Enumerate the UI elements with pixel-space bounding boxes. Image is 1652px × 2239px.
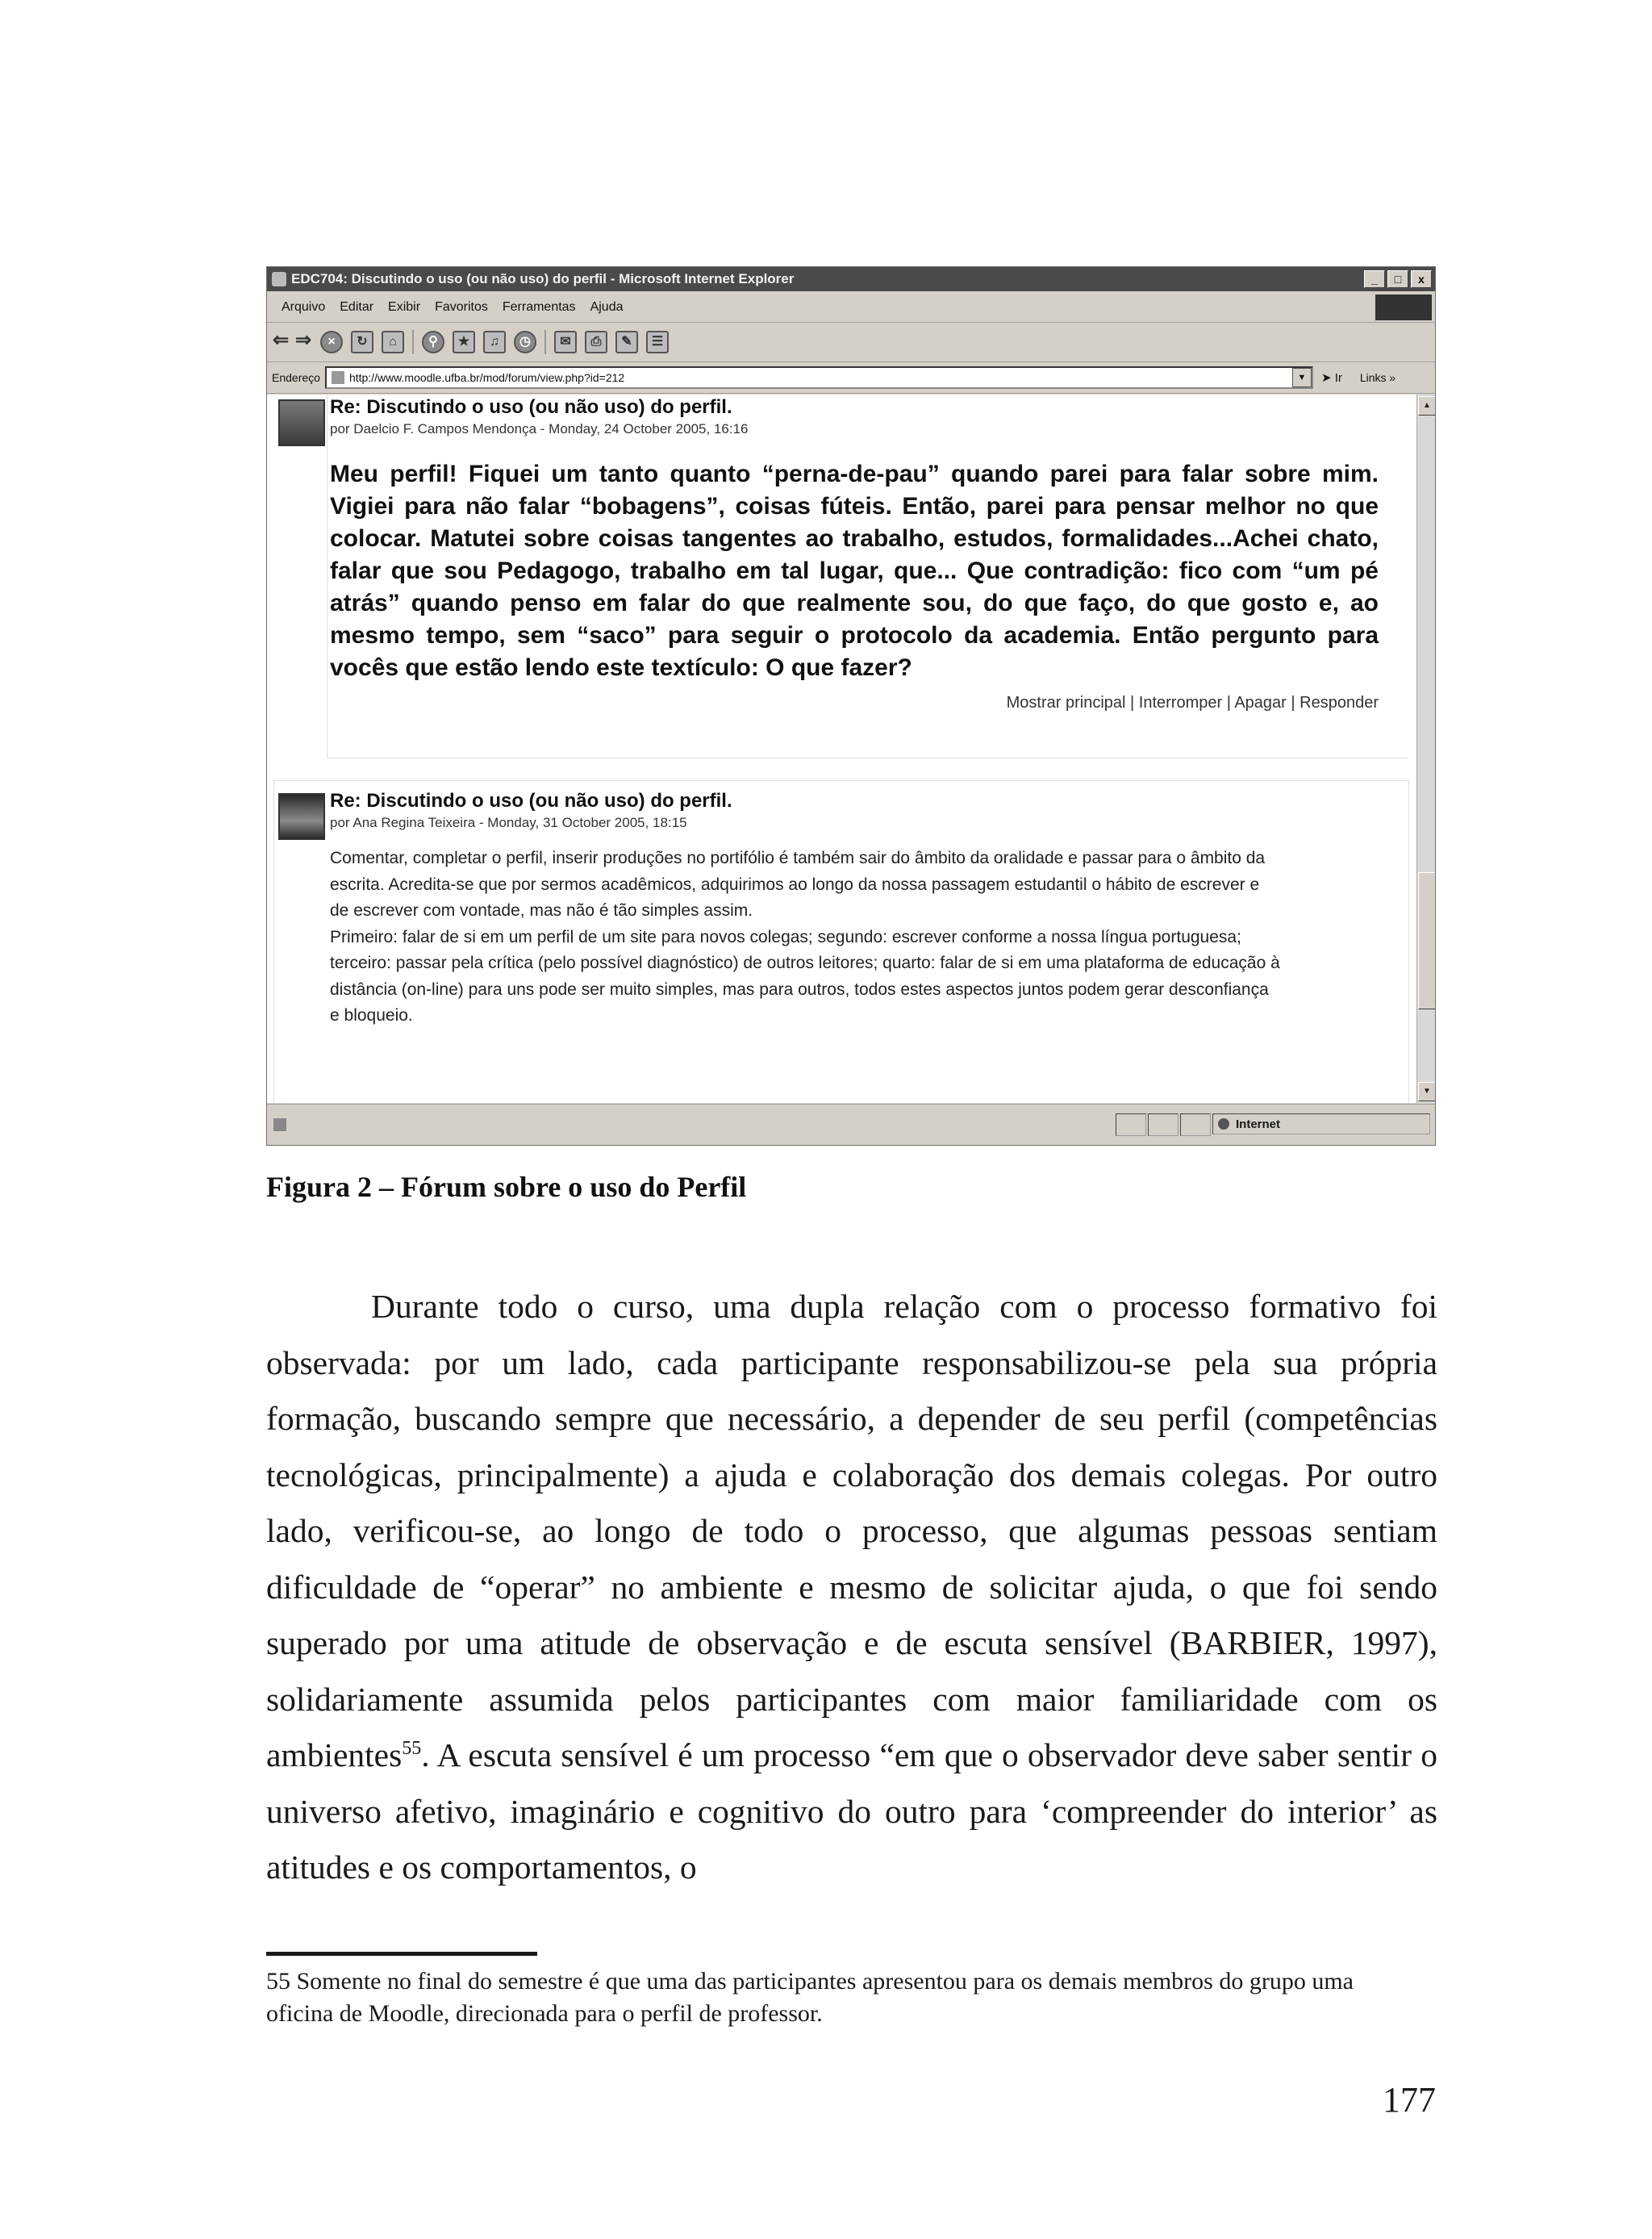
discuss-icon[interactable]: ☰ xyxy=(646,331,669,353)
minimize-button[interactable]: _ xyxy=(1364,270,1385,288)
windows-logo-icon xyxy=(1375,294,1432,320)
page-content xyxy=(267,395,1416,1103)
address-input[interactable] xyxy=(325,366,1313,389)
mail-icon[interactable]: ✉ xyxy=(554,331,577,353)
post-body: Meu perfil! Fiquei um tanto quanto “perna-de-pau” quando parei para falar sobre mim. Vigiei para não falar “bobagens”, coisas fúteis. Então, parei para pensar melhor no que colocar. Matutei sobre coisas tangentes ao trabalho, estudos, formalidades...Achei chato, falar que sou Pedagogo, trabalho em tal lugar, que... Que contradição: fico com “um pé atrás” quando penso em falar do que realmente sou, do que faço, do que gosto e, ao mesmo tempo, sem “saco” para seguir o protocolo da academia. Então pergunto para vocês que estão lendo este textículo: O que fazer? xyxy=(330,461,1379,681)
edit-icon[interactable]: ✎ xyxy=(615,331,638,353)
menu-editar[interactable]: Editar xyxy=(340,300,374,314)
refresh-icon[interactable]: ↻ xyxy=(351,331,373,353)
body-paragraph xyxy=(266,1279,1437,1896)
maximize-button[interactable]: □ xyxy=(1387,270,1408,288)
post-subject: Re: Discutindo o uso (ou não uso) do perfil. xyxy=(330,396,732,418)
address-url[interactable]: http://www.moodle.ufba.br/mod/forum/view.php?id=212 xyxy=(348,371,625,384)
post-subject: Re: Discutindo o uso (ou não uso) do perfil. xyxy=(330,790,732,812)
avatar[interactable] xyxy=(278,793,325,840)
go-label: Ir xyxy=(1334,371,1342,385)
links-button[interactable]: Links » xyxy=(1359,371,1396,384)
back-icon[interactable]: ⇐ xyxy=(272,329,290,351)
address-label: Endereço xyxy=(272,371,320,384)
page-status-icon xyxy=(273,1118,286,1131)
footnote: 55 Somente no final do semestre é que uma das participantes apresentou para os demais membros do grupo uma oficina de Moodle, direcionada para o perfil de professor. xyxy=(266,1968,1354,2027)
go-button[interactable]: ➤ Ir xyxy=(1320,371,1342,385)
ie-logo-icon xyxy=(272,272,286,286)
menu-favoritos[interactable]: Favoritos xyxy=(435,300,488,314)
toolbar-separator xyxy=(544,330,546,354)
window-controls xyxy=(1364,270,1432,288)
toolbar-separator xyxy=(412,330,414,354)
post-commands[interactable]: Mostrar principal | Interromper | Apagar | Responder xyxy=(1006,694,1379,712)
footnote-divider xyxy=(266,1952,537,1956)
standard-toolbar xyxy=(267,323,1435,362)
window-titlebar xyxy=(267,267,1435,291)
favorites-icon[interactable]: ★ xyxy=(453,331,475,353)
history-icon[interactable]: ◷ xyxy=(514,331,536,353)
window-title: EDC704: Discutindo o uso (ou não uso) do perfil - Microsoft Internet Explorer xyxy=(291,271,795,286)
menu-ajuda[interactable]: Ajuda xyxy=(590,300,624,314)
menu-ferramentas[interactable]: Ferramentas xyxy=(502,300,576,314)
forum-post xyxy=(330,396,1403,712)
avatar[interactable] xyxy=(278,399,325,446)
scroll-down-icon[interactable]: ▼ xyxy=(1418,1082,1436,1101)
forward-icon[interactable]: ⇒ xyxy=(294,329,312,351)
menu-bar xyxy=(267,293,1435,323)
post-byline: por Ana Regina Teixeira - Monday, 31 October 2005, 18:15 xyxy=(330,815,687,830)
post-body-paragraph: Comentar, completar o perfil, inserir produções no portifólio é também sair do âmbito da oralidade e passar para o âmbito da escrita. Acredita-se que por sermos acadêmicos, adquirimos ao longo da nossa passagem estudantil o hábito de escrever e de escrever com vontade, mas não é tão simples assim. xyxy=(330,849,1266,920)
security-zone xyxy=(1212,1113,1430,1134)
address-bar xyxy=(267,362,1435,394)
paragraph-text: . A escuta sensível é um processo “em que o observador deve saber sentir o universo afetivo, imaginário e cognitivo do outro para ‘compreender do interior’ as atitudes e os comportamentos, o xyxy=(266,1736,1437,1886)
post-byline: por Daelcio F. Campos Mendonça - Monday, 24 October 2005, 16:16 xyxy=(330,421,749,437)
page-number: 177 xyxy=(1383,2080,1436,2120)
search-icon[interactable]: ⚲ xyxy=(422,331,444,353)
status-panes xyxy=(1116,1113,1430,1136)
footnote-reference[interactable]: 55 xyxy=(402,1738,422,1760)
vertical-scrollbar[interactable] xyxy=(1416,395,1435,1103)
home-icon[interactable]: ⌂ xyxy=(382,331,404,353)
zone-label: Internet xyxy=(1236,1117,1281,1131)
menu-exibir[interactable]: Exibir xyxy=(388,300,421,314)
scroll-thumb[interactable] xyxy=(1418,872,1436,1009)
media-icon[interactable]: ♫ xyxy=(483,331,506,353)
status-pane xyxy=(1148,1113,1179,1136)
page-icon xyxy=(332,371,344,384)
post-body-paragraph: Primeiro: falar de si em um perfil de um site para novos colegas; segundo: escrever conforme a nossa língua portuguesa; terceiro: passar pela crítica (pelo possível diagnóstico) de outros leitores; quarto: falar de si em uma plataforma de educação à distância (on-line) para uns pode ser muito simples, mas para outros, todos estes aspectos juntos podem gerar desconfiança e bloqueio. xyxy=(330,927,1280,1025)
status-pane xyxy=(1180,1113,1211,1136)
links-label: Links xyxy=(1359,371,1387,384)
post-body xyxy=(330,846,1282,1030)
chevron-down-icon[interactable]: ▼ xyxy=(1292,368,1312,387)
figure-caption: Figura 2 – Fórum sobre o uso do Perfil xyxy=(266,1171,747,1203)
status-bar xyxy=(267,1104,1435,1145)
status-pane xyxy=(1116,1113,1146,1136)
print-icon[interactable]: ⎙ xyxy=(585,331,607,353)
globe-icon xyxy=(1218,1118,1229,1130)
close-button[interactable]: x xyxy=(1411,270,1432,288)
forum-post xyxy=(330,790,1403,1030)
paragraph-text: Durante todo o curso, uma dupla relação com o processo formativo foi observada: por um lado, cada participante responsabilizou-se pela sua própria formação, buscando sempre que necessário, a depender de seu perfil (competências tecnológicas, principalmente) a ajuda e colaboração dos demais colegas. Por outro lado, verificou-se, ao longo de todo o processo, que algumas pessoas sentiam dificuldade de “operar” no ambiente e mesmo de solicitar ajuda, o que foi sendo superado por uma atitude de observação e de escuta sensível (BARBIER, 1997), solidariamente assumida pelos participantes com maior familiaridade com os ambientes xyxy=(266,1288,1437,1773)
forum-screenshot xyxy=(266,266,1436,1146)
menu-arquivo[interactable]: Arquivo xyxy=(282,300,326,314)
stop-icon[interactable]: × xyxy=(320,331,343,353)
scroll-up-icon[interactable]: ▲ xyxy=(1418,396,1436,416)
